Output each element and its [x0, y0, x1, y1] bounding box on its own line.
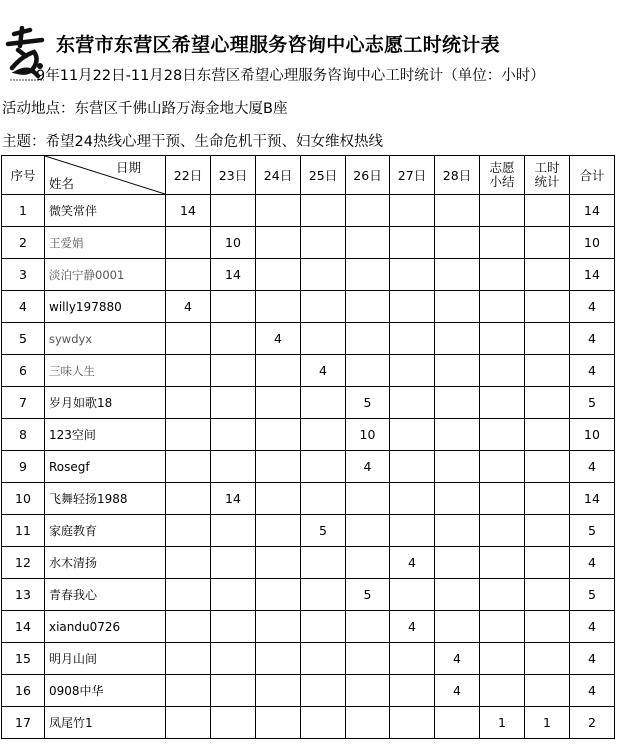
row-hours-cell [390, 323, 435, 355]
row-hours-cell: 4 [346, 451, 390, 483]
row-name: willy197880 [45, 291, 166, 323]
row-hours-cell [166, 707, 211, 739]
table-row [2, 291, 615, 323]
header-volunteer-summary-line1: 志愿 [489, 160, 515, 175]
table-row [2, 323, 615, 355]
row-total: 5 [570, 579, 615, 611]
row-hours-cell [256, 643, 301, 675]
row-total: 14 [570, 195, 615, 227]
row-index: 6 [2, 355, 45, 387]
row-hours-cell [480, 515, 525, 547]
row-hours-cell [166, 675, 211, 707]
row-hours-cell [166, 579, 211, 611]
row-index: 16 [2, 675, 45, 707]
row-hours-cell [435, 355, 480, 387]
row-hours-cell [480, 547, 525, 579]
row-hours-cell [166, 419, 211, 451]
row-hours-cell [301, 195, 346, 227]
row-hours-cell [211, 419, 256, 451]
row-total: 4 [570, 547, 615, 579]
table-row [2, 355, 615, 387]
row-hours-cell: 4 [390, 547, 435, 579]
row-hours-cell [525, 451, 570, 483]
row-hours-cell [211, 611, 256, 643]
row-hours-cell [480, 675, 525, 707]
row-index: 3 [2, 259, 45, 291]
row-hours-cell [525, 355, 570, 387]
row-total: 4 [570, 611, 615, 643]
table-row [2, 227, 615, 259]
row-index: 2 [2, 227, 45, 259]
row-total: 14 [570, 483, 615, 515]
row-hours-cell [525, 483, 570, 515]
row-name: 岁月如歌18 [45, 387, 166, 419]
row-index: 5 [2, 323, 45, 355]
row-hours-cell [390, 579, 435, 611]
row-hours-cell [256, 707, 301, 739]
row-hours-cell [480, 227, 525, 259]
row-index: 12 [2, 547, 45, 579]
row-hours-cell [211, 291, 256, 323]
row-hours-cell [256, 387, 301, 419]
row-hours-cell [390, 291, 435, 323]
row-hours-cell [435, 483, 480, 515]
row-hours-cell [256, 195, 301, 227]
table-row [2, 195, 615, 227]
header-date-label: 日期 [115, 160, 141, 175]
header-total: 合计 [570, 156, 615, 195]
row-hours-cell [346, 675, 390, 707]
table-row [2, 259, 615, 291]
header-day: 23日 [211, 156, 256, 195]
header-day: 22日 [166, 156, 211, 195]
row-hours-cell: 5 [301, 515, 346, 547]
row-hours-cell [166, 451, 211, 483]
row-hours-cell [346, 483, 390, 515]
row-hours-cell [525, 291, 570, 323]
row-hours-cell [256, 547, 301, 579]
row-hours-cell [256, 259, 301, 291]
row-hours-cell [525, 515, 570, 547]
row-total: 4 [570, 291, 615, 323]
row-hours-cell [301, 323, 346, 355]
row-hours-cell [525, 547, 570, 579]
row-name: 水木清扬 [45, 547, 166, 579]
header-day: 25日 [301, 156, 346, 195]
row-name: 三味人生 [45, 355, 166, 387]
row-hours-cell: 1 [480, 707, 525, 739]
header-index: 序号 [2, 156, 45, 195]
row-total: 4 [570, 355, 615, 387]
row-name: 淡泊宁静0001 [45, 259, 166, 291]
row-hours-cell [435, 387, 480, 419]
row-hours-cell [480, 259, 525, 291]
header-date-name [45, 156, 166, 195]
row-hours-cell [346, 355, 390, 387]
table-row [2, 451, 615, 483]
row-hours-cell [211, 579, 256, 611]
row-hours-cell [211, 547, 256, 579]
row-hours-cell [435, 707, 480, 739]
row-hours-cell [346, 259, 390, 291]
row-index: 4 [2, 291, 45, 323]
row-hours-cell [256, 291, 301, 323]
row-name: 123空间 [45, 419, 166, 451]
row-hours-cell [211, 515, 256, 547]
row-hours-cell [211, 323, 256, 355]
row-hours-cell [256, 611, 301, 643]
row-hours-cell [211, 355, 256, 387]
header-day: 26日 [346, 156, 390, 195]
header-name-label: 姓名 [49, 176, 75, 191]
row-hours-cell: 5 [346, 387, 390, 419]
row-hours-cell [166, 355, 211, 387]
row-hours-cell: 4 [166, 291, 211, 323]
row-hours-cell [480, 643, 525, 675]
row-hours-cell [390, 419, 435, 451]
row-index: 8 [2, 419, 45, 451]
row-index: 14 [2, 611, 45, 643]
row-total: 2 [570, 707, 615, 739]
table-row [2, 547, 615, 579]
header-volunteer-summary [480, 156, 525, 195]
row-hours-cell [346, 643, 390, 675]
row-hours-cell [346, 291, 390, 323]
row-hours-cell [480, 195, 525, 227]
row-hours-cell [301, 419, 346, 451]
row-hours-cell: 14 [211, 259, 256, 291]
table-row [2, 387, 615, 419]
row-hours-cell [525, 579, 570, 611]
row-hours-cell: 14 [211, 483, 256, 515]
row-total: 4 [570, 675, 615, 707]
row-hours-cell [346, 515, 390, 547]
row-total: 14 [570, 259, 615, 291]
row-hours-cell [390, 675, 435, 707]
table-body [2, 195, 615, 739]
row-hours-cell [301, 579, 346, 611]
header-hours-stats [525, 156, 570, 195]
row-hours-cell [256, 419, 301, 451]
row-hours-cell [435, 579, 480, 611]
row-hours-cell [256, 579, 301, 611]
row-hours-cell [346, 195, 390, 227]
row-hours-cell [480, 483, 525, 515]
row-hours-cell [346, 611, 390, 643]
row-hours-cell [480, 323, 525, 355]
row-hours-cell [301, 291, 346, 323]
row-hours-cell [346, 547, 390, 579]
row-hours-cell [301, 611, 346, 643]
table-header-row [2, 156, 615, 195]
row-hours-cell [480, 419, 525, 451]
row-hours-cell [480, 451, 525, 483]
period-line: 9年11月22日-11月28日东营区希望心理服务咨询中心工时统计（单位：小时） [36, 68, 545, 84]
row-hours-cell [301, 643, 346, 675]
row-index: 11 [2, 515, 45, 547]
row-index: 7 [2, 387, 45, 419]
row-hours-cell: 4 [435, 643, 480, 675]
row-name: 凤尾竹1 [45, 707, 166, 739]
row-hours-cell [211, 707, 256, 739]
row-hours-cell [480, 579, 525, 611]
row-hours-cell [390, 259, 435, 291]
row-hours-cell [435, 451, 480, 483]
page-title: 东营市东营区希望心理服务咨询中心志愿工时统计表 [56, 34, 500, 56]
row-name: Rosegf [45, 451, 166, 483]
row-hours-cell [211, 451, 256, 483]
row-hours-cell [390, 451, 435, 483]
row-hours-cell [435, 515, 480, 547]
row-hours-cell [301, 387, 346, 419]
row-index: 10 [2, 483, 45, 515]
row-name: 微笑常伴 [45, 195, 166, 227]
row-hours-cell [346, 227, 390, 259]
row-hours-cell [211, 643, 256, 675]
row-hours-cell [301, 227, 346, 259]
row-hours-cell: 10 [346, 419, 390, 451]
row-hours-cell [390, 195, 435, 227]
header-day: 27日 [390, 156, 435, 195]
table-row [2, 675, 615, 707]
row-hours-cell [525, 227, 570, 259]
row-hours-cell: 4 [435, 675, 480, 707]
row-name: 王爱娟 [45, 227, 166, 259]
header-hours-stats-line2: 统计 [534, 174, 560, 189]
table-row [2, 419, 615, 451]
row-name: sywdyx [45, 323, 166, 355]
row-hours-cell [301, 451, 346, 483]
row-name: 飞舞轻扬1988 [45, 483, 166, 515]
row-hours-cell [435, 291, 480, 323]
row-hours-cell [525, 323, 570, 355]
row-index: 9 [2, 451, 45, 483]
row-total: 4 [570, 643, 615, 675]
row-total: 10 [570, 227, 615, 259]
row-hours-cell [390, 707, 435, 739]
row-hours-cell [166, 227, 211, 259]
row-hours-cell [166, 547, 211, 579]
row-total: 4 [570, 451, 615, 483]
hours-table [1, 155, 615, 739]
row-hours-cell [166, 483, 211, 515]
row-name: 明月山间 [45, 643, 166, 675]
row-hours-cell: 1 [525, 707, 570, 739]
row-hours-cell [390, 387, 435, 419]
row-total: 10 [570, 419, 615, 451]
row-hours-cell [256, 355, 301, 387]
row-name: xiandu0726 [45, 611, 166, 643]
row-hours-cell [301, 675, 346, 707]
table-row [2, 611, 615, 643]
row-hours-cell: 4 [256, 323, 301, 355]
row-hours-cell [256, 483, 301, 515]
row-hours-cell [390, 515, 435, 547]
row-hours-cell [301, 547, 346, 579]
row-hours-cell [211, 675, 256, 707]
row-name: 青春我心 [45, 579, 166, 611]
row-hours-cell [390, 227, 435, 259]
row-hours-cell [525, 643, 570, 675]
row-hours-cell: 14 [166, 195, 211, 227]
row-hours-cell [435, 611, 480, 643]
row-index: 17 [2, 707, 45, 739]
row-total: 5 [570, 387, 615, 419]
row-hours-cell [346, 323, 390, 355]
row-hours-cell [256, 227, 301, 259]
row-hours-cell [390, 643, 435, 675]
row-hours-cell [435, 259, 480, 291]
row-hours-cell [480, 611, 525, 643]
row-hours-cell [525, 387, 570, 419]
row-hours-cell [301, 483, 346, 515]
row-hours-cell [480, 387, 525, 419]
location-line: 活动地点：东营区千佛山路万海金地大厦B座 [2, 101, 288, 117]
row-hours-cell [166, 611, 211, 643]
row-hours-cell [211, 387, 256, 419]
row-hours-cell: 4 [390, 611, 435, 643]
row-hours-cell [166, 387, 211, 419]
row-hours-cell [525, 259, 570, 291]
header-hours-stats-line1: 工时 [534, 160, 560, 175]
row-hours-cell [166, 259, 211, 291]
row-hours-cell: 10 [211, 227, 256, 259]
row-hours-cell [256, 675, 301, 707]
row-hours-cell: 5 [346, 579, 390, 611]
row-total: 5 [570, 515, 615, 547]
row-hours-cell [525, 675, 570, 707]
row-hours-cell [256, 451, 301, 483]
row-hours-cell [390, 483, 435, 515]
row-hours-cell [211, 195, 256, 227]
row-hours-cell [435, 323, 480, 355]
row-total: 4 [570, 323, 615, 355]
row-hours-cell [256, 515, 301, 547]
row-hours-cell [525, 195, 570, 227]
table-row [2, 483, 615, 515]
row-index: 15 [2, 643, 45, 675]
row-hours-cell [480, 355, 525, 387]
topic-line: 主题：希望24热线心理干预、生命危机干预、妇女维权热线 [2, 134, 383, 150]
header-volunteer-summary-line2: 小结 [489, 174, 515, 189]
header-day: 28日 [435, 156, 480, 195]
row-hours-cell [301, 707, 346, 739]
row-name: 家庭教育 [45, 515, 166, 547]
row-hours-cell [435, 547, 480, 579]
table-row [2, 643, 615, 675]
row-hours-cell [525, 611, 570, 643]
header-day: 24日 [256, 156, 301, 195]
row-hours-cell [480, 291, 525, 323]
row-hours-cell [435, 419, 480, 451]
row-hours-cell [390, 355, 435, 387]
row-hours-cell [346, 707, 390, 739]
table-row [2, 515, 615, 547]
table-row [2, 707, 615, 739]
table-row [2, 579, 615, 611]
row-hours-cell [525, 419, 570, 451]
row-hours-cell [435, 195, 480, 227]
row-hours-cell [166, 643, 211, 675]
row-hours-cell [301, 259, 346, 291]
row-index: 1 [2, 195, 45, 227]
row-hours-cell: 4 [301, 355, 346, 387]
row-hours-cell [435, 227, 480, 259]
row-name: 0908中华 [45, 675, 166, 707]
row-index: 13 [2, 579, 45, 611]
row-hours-cell [166, 515, 211, 547]
row-hours-cell [166, 323, 211, 355]
